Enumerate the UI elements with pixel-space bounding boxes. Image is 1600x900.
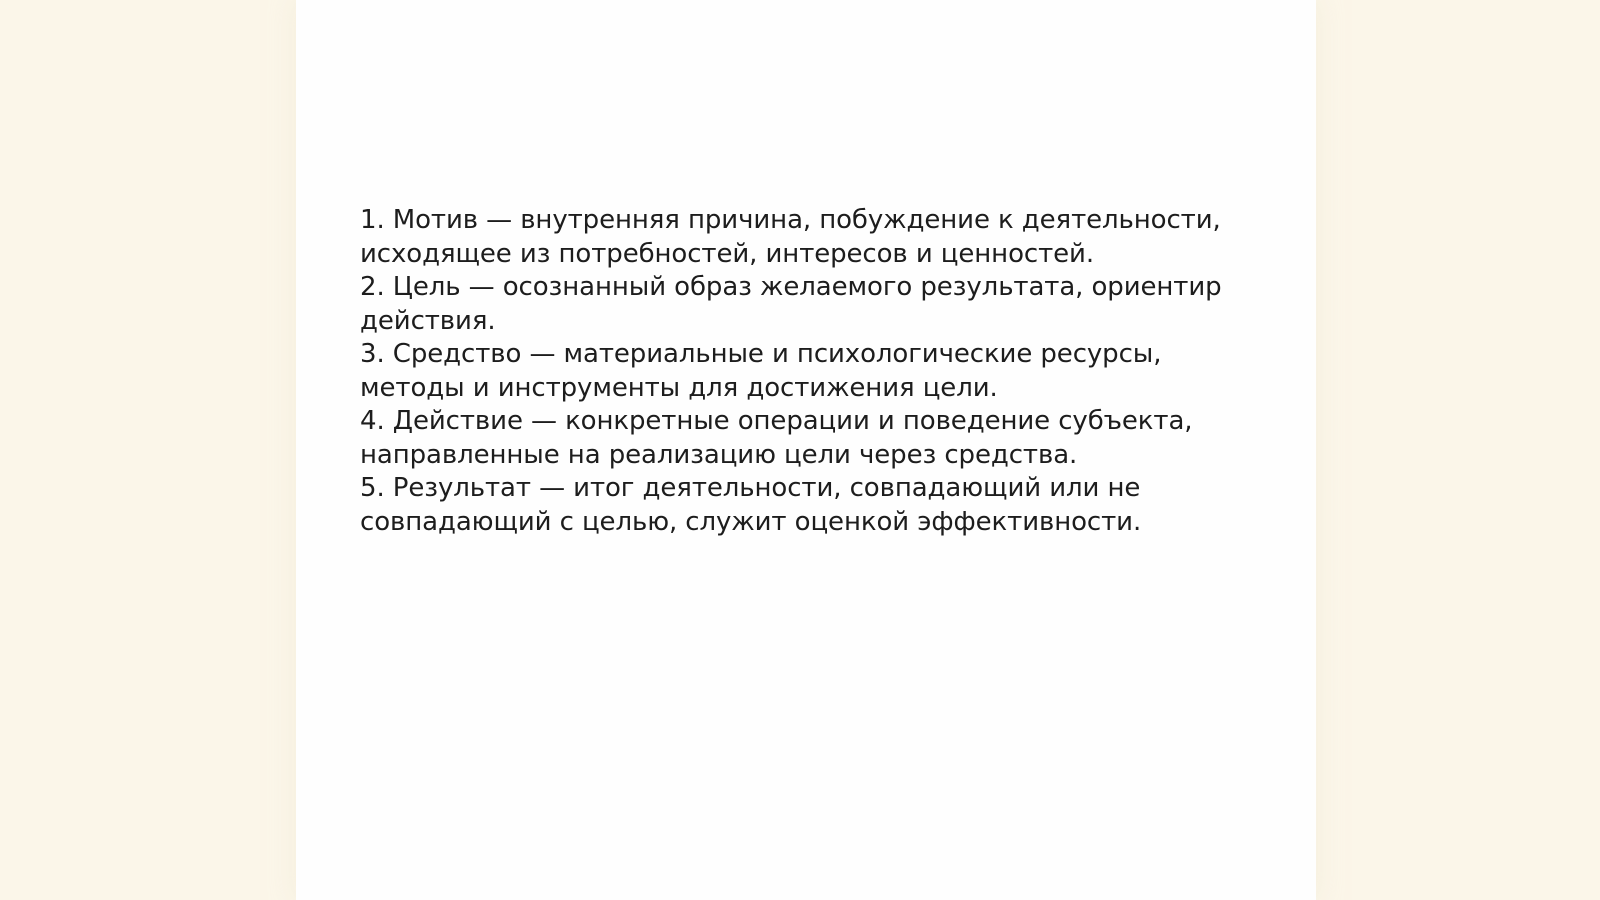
list-item-motive	[360, 204, 1260, 271]
list-item-line: 2. Цель — осознанный образ желаемого результата, ориентир	[360, 272, 1222, 302]
list-item-result	[360, 472, 1260, 539]
document-page	[296, 0, 1316, 900]
list-item-line: методы и инструменты для достижения цели.	[360, 372, 998, 403]
list-item-line: направленные на реализацию цели через средства.	[360, 439, 1078, 470]
list-item-line: 1. Мотив — внутренняя причина, побуждение к деятельности,	[360, 205, 1221, 235]
document-body	[360, 204, 1260, 539]
list-item-means	[360, 338, 1260, 405]
list-item-line: действия.	[360, 305, 496, 336]
list-item-line: 5. Результат — итог деятельности, совпадающий или не	[360, 473, 1141, 503]
list-item-action	[360, 405, 1260, 472]
list-item-line: совпадающий с целью, служит оценкой эффективности.	[360, 506, 1142, 537]
list-item-line: 4. Действие — конкретные операции и поведение субъекта,	[360, 406, 1193, 436]
list-item-line: 3. Средство — материальные и психологические ресурсы,	[360, 339, 1162, 369]
list-item-goal	[360, 271, 1260, 338]
list-item-line: исходящее из потребностей, интересов и ценностей.	[360, 238, 1094, 269]
